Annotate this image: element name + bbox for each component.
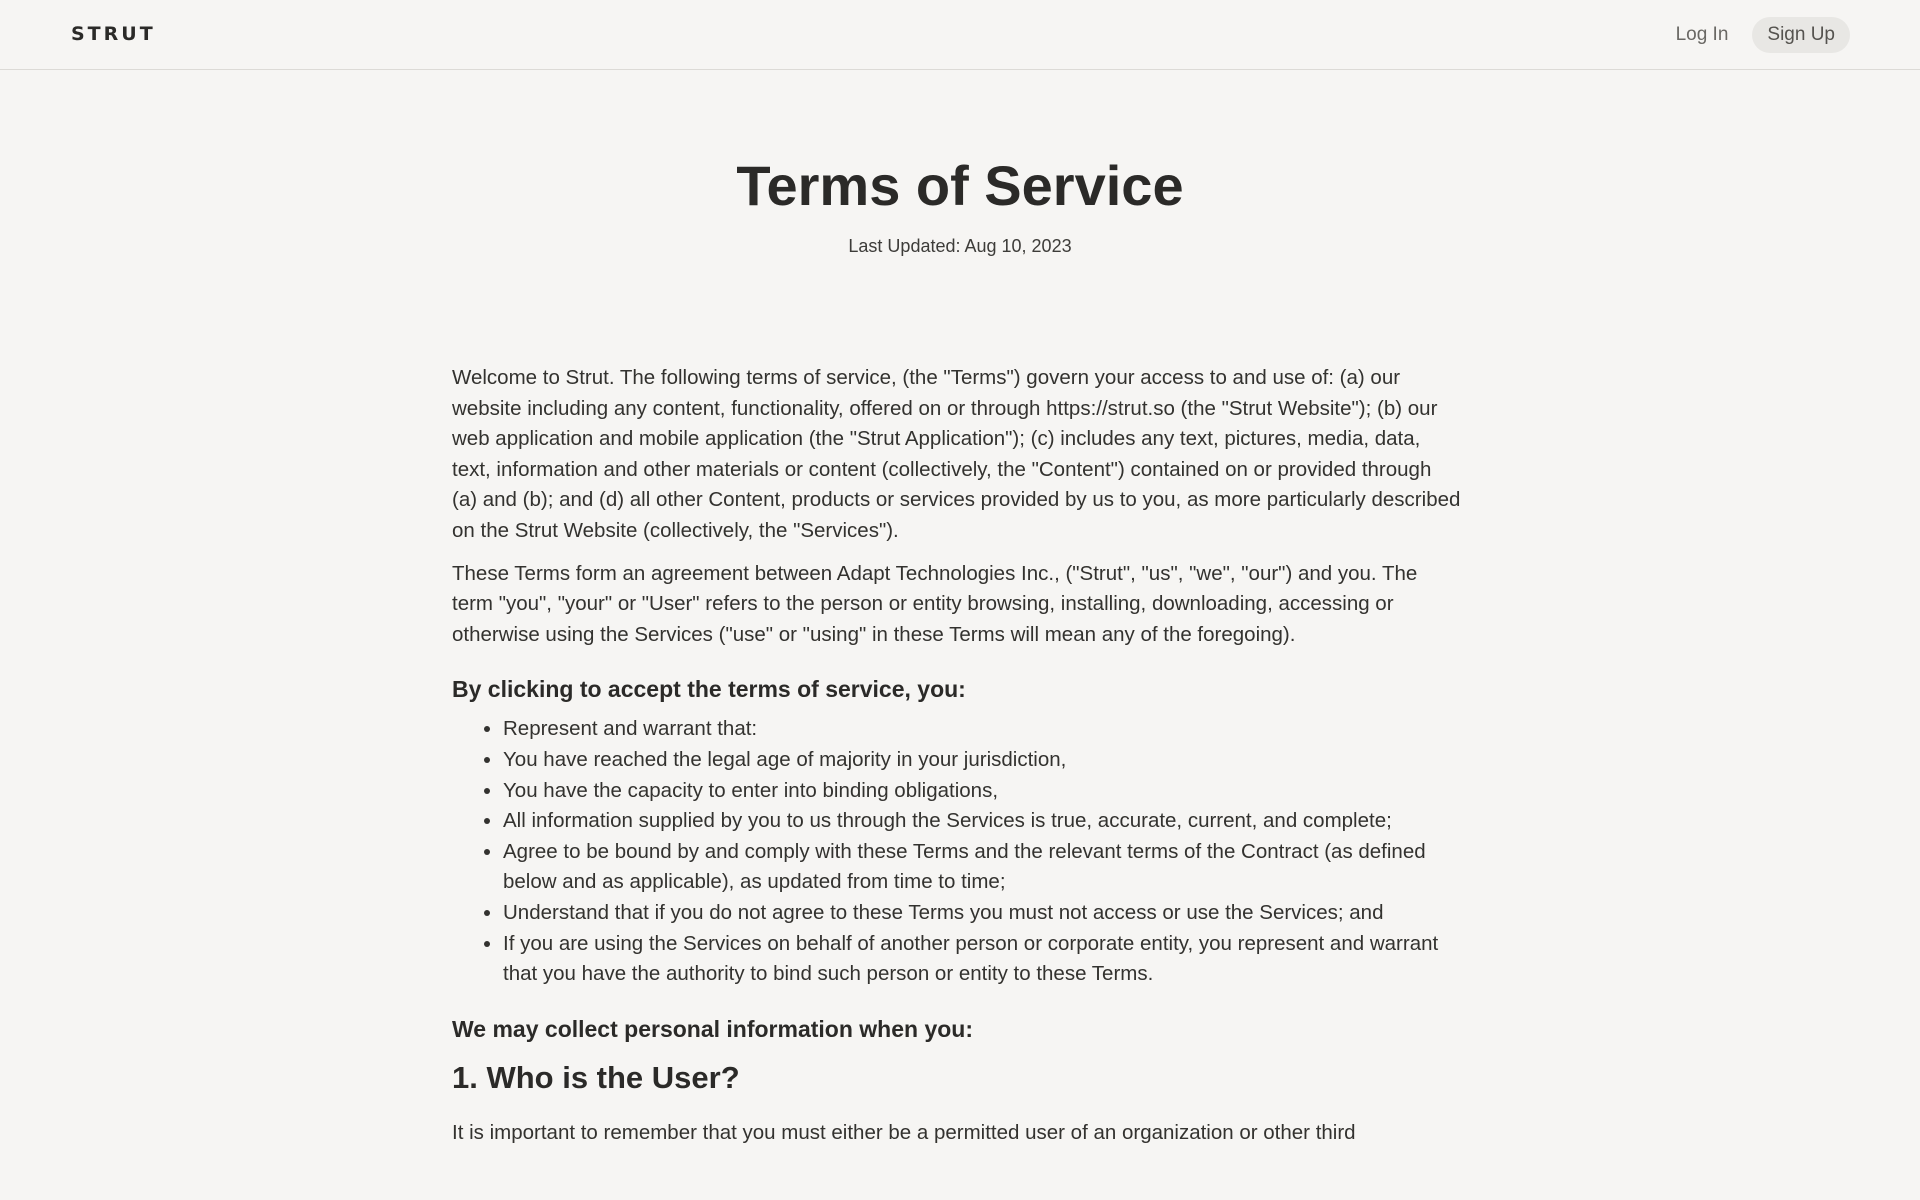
accept-terms-list (452, 714, 1462, 989)
strut-logo[interactable]: STRUT (71, 23, 156, 45)
top-nav-bar (0, 0, 1920, 70)
list-item: • If you are using the Services on behalf of another person or corporate entity, you represent and warrant that you have the authority to bind such person or entity to these Terms. (503, 929, 1462, 990)
agreement-paragraph: These Terms form an agreement between Adapt Technologies Inc., ("Strut", "us", "we", "our") and you. The term "you", "your" or "User" refers to the person or entity browsing, installing, downloading, accessing or otherwise using the Services ("use" or "using" in these Terms will mean any of the foregoing). (452, 561, 1418, 646)
list-item: • Understand that if you do not agree to these Terms you must not access or use the Services; and (503, 898, 1462, 929)
list-item: • Agree to be bound by and comply with these Terms and the relevant terms of the Contract (as defined below and as applicable), as updated from time to time; (503, 837, 1462, 898)
sign-up-button[interactable]: Sign Up (1752, 17, 1850, 53)
list-item: • All information supplied by you to us through the Services is true, accurate, current, and complete; (503, 806, 1462, 837)
list-item: • Represent and warrant that: (503, 714, 1462, 745)
page-title: Terms of Service (736, 154, 1184, 217)
collect-info-heading: We may collect personal information when you: (452, 1015, 974, 1042)
log-in-button[interactable]: Log In (1662, 18, 1743, 52)
intro-paragraph: Welcome to Strut. The following terms of service, (the "Terms") govern your access to and use of: (a) our website including any content, functionality, offered on or through https://strut.so (the "Strut Website"); (b) our web application and mobile application (the "Strut Application"); (c) includes any text, pictures, media, data, text, information and other materials or content (collectively, the "Content") contained on or provided through (a) and (b); and (d) all other Content, products or services provided by us to you, as more particularly described on the Strut Website (collectively, the "Services"). (452, 366, 1461, 542)
nav-actions (1662, 17, 1850, 53)
accept-terms-heading: By clicking to accept the terms of service, you: (452, 676, 966, 703)
terms-content (452, 363, 1462, 1160)
last-updated-date: Last Updated: Aug 10, 2023 (848, 236, 1072, 256)
section-1-heading: 1. Who is the User? (452, 1059, 740, 1095)
page-header (0, 150, 1920, 257)
section-1-paragraph: It is important to remember that you must either be a permitted user of an organization or other third (452, 1120, 1356, 1144)
list-item: • You have the capacity to enter into binding obligations, (503, 776, 1462, 807)
list-item: • You have reached the legal age of majority in your jurisdiction, (503, 745, 1462, 776)
